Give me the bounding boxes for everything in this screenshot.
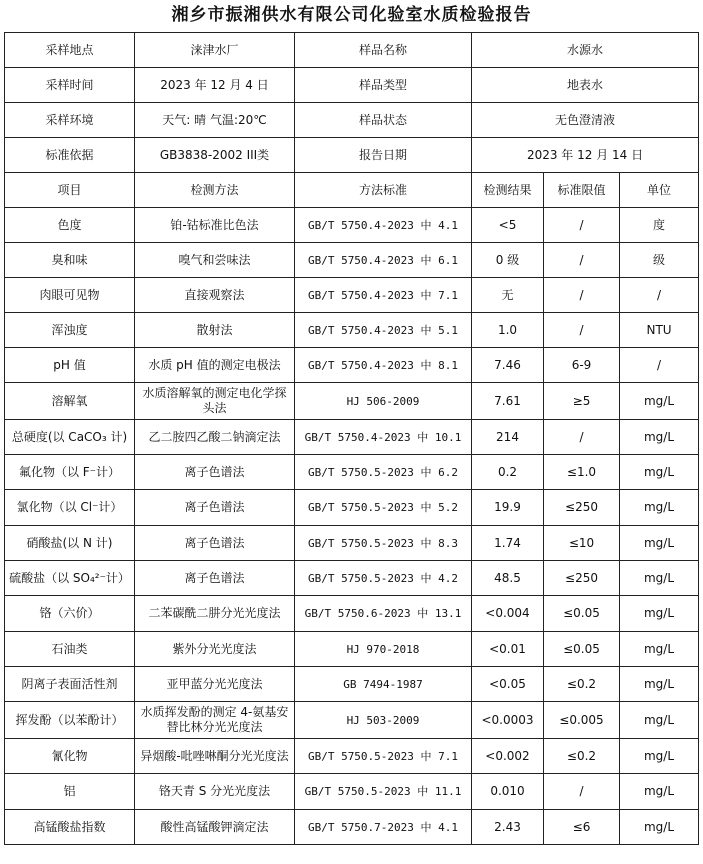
- report-date-value: 2023 年 12 月 14 日: [472, 138, 699, 173]
- limit-cell: ≤250: [544, 490, 620, 526]
- item-cell: 浑浊度: [5, 313, 135, 348]
- standard-label: 标准依据: [5, 138, 135, 173]
- result-cell: 0.2: [472, 455, 544, 490]
- table-row: [5, 420, 699, 455]
- item-cell: 氰化物: [5, 739, 135, 774]
- method-cell: 酸性高锰酸钾滴定法: [135, 810, 295, 845]
- sample-state-value: 无色澄清液: [472, 103, 699, 138]
- sampling-time-value: 2023 年 12 月 4 日: [135, 68, 295, 103]
- result-cell: 0 级: [472, 243, 544, 278]
- header-row: [5, 173, 699, 208]
- table-row: [5, 208, 699, 243]
- result-cell: 19.9: [472, 490, 544, 526]
- table-row: [5, 526, 699, 561]
- method-cell: 铂-钴标准比色法: [135, 208, 295, 243]
- method-cell: 离子色谱法: [135, 490, 295, 526]
- limit-cell: /: [544, 420, 620, 455]
- table-row: [5, 243, 699, 278]
- table-row: [5, 810, 699, 845]
- standard-cell: GB/T 5750.4-2023 中 6.1: [295, 243, 472, 278]
- item-cell: 硝酸盐(以 N 计): [5, 526, 135, 561]
- limit-cell: /: [544, 278, 620, 313]
- unit-cell: mg/L: [620, 632, 699, 667]
- report-title: 湘乡市振湘供水有限公司化验室水质检验报告: [171, 5, 532, 25]
- environment-value: 天气: 晴 气温:20℃: [135, 103, 295, 138]
- standard-cell: HJ 970-2018: [295, 632, 472, 667]
- standard-cell: GB/T 5750.4-2023 中 5.1: [295, 313, 472, 348]
- table-row: [5, 667, 699, 702]
- item-cell: 氟化物（以 F⁻计）: [5, 455, 135, 490]
- result-cell: 214: [472, 420, 544, 455]
- limit-cell: ≤0.05: [544, 632, 620, 667]
- result-cell: <0.004: [472, 596, 544, 632]
- method-cell: 嗅气和尝味法: [135, 243, 295, 278]
- header-item: 项目: [5, 173, 135, 208]
- table-row: [5, 596, 699, 632]
- table-row: [5, 348, 699, 383]
- standard-cell: GB/T 5750.4-2023 中 7.1: [295, 278, 472, 313]
- method-cell: 异烟酸-吡唑啉酮分光光度法: [135, 739, 295, 774]
- unit-cell: mg/L: [620, 526, 699, 561]
- standard-cell: HJ 506-2009: [295, 383, 472, 420]
- sample-type-value: 地表水: [472, 68, 699, 103]
- table-row: [5, 278, 699, 313]
- report-date-label: 报告日期: [295, 138, 472, 173]
- item-cell: 石油类: [5, 632, 135, 667]
- method-cell: 离子色谱法: [135, 561, 295, 596]
- standard-cell: GB/T 5750.5-2023 中 11.1: [295, 774, 472, 810]
- header-limit: 标准限值: [544, 173, 620, 208]
- result-cell: 7.61: [472, 383, 544, 420]
- result-cell: 0.010: [472, 774, 544, 810]
- limit-cell: /: [544, 313, 620, 348]
- standard-cell: HJ 503-2009: [295, 702, 472, 739]
- item-cell: 色度: [5, 208, 135, 243]
- result-cell: 48.5: [472, 561, 544, 596]
- unit-cell: mg/L: [620, 420, 699, 455]
- limit-cell: ≤1.0: [544, 455, 620, 490]
- result-cell: 2.43: [472, 810, 544, 845]
- standard-cell: GB/T 5750.5-2023 中 5.2: [295, 490, 472, 526]
- result-cell: 1.74: [472, 526, 544, 561]
- method-cell: 离子色谱法: [135, 526, 295, 561]
- limit-cell: ≤0.2: [544, 739, 620, 774]
- unit-cell: mg/L: [620, 596, 699, 632]
- unit-cell: mg/L: [620, 667, 699, 702]
- limit-cell: /: [544, 774, 620, 810]
- table-row: [5, 774, 699, 810]
- method-cell: 水质挥发酚的测定 4-氨基安替比林分光光度法: [135, 702, 295, 739]
- method-cell: 亚甲蓝分光光度法: [135, 667, 295, 702]
- method-cell: 乙二胺四乙酸二钠滴定法: [135, 420, 295, 455]
- header-result: 检测结果: [472, 173, 544, 208]
- item-cell: 溶解氧: [5, 383, 135, 420]
- result-cell: <0.01: [472, 632, 544, 667]
- sample-type-label: 样品类型: [295, 68, 472, 103]
- result-cell: <0.05: [472, 667, 544, 702]
- unit-cell: mg/L: [620, 455, 699, 490]
- item-cell: 挥发酚（以苯酚计）: [5, 702, 135, 739]
- report-table: [4, 32, 699, 845]
- standard-cell: GB/T 5750.5-2023 中 8.3: [295, 526, 472, 561]
- method-cell: 紫外分光光度法: [135, 632, 295, 667]
- header-method: 检测方法: [135, 173, 295, 208]
- sampling-time-label: 采样时间: [5, 68, 135, 103]
- table-row: [5, 702, 699, 739]
- unit-cell: 度: [620, 208, 699, 243]
- result-cell: <0.0003: [472, 702, 544, 739]
- item-cell: 硫酸盐（以 SO₄²⁻计）: [5, 561, 135, 596]
- table-row: [5, 383, 699, 420]
- standard-cell: GB 7494-1987: [295, 667, 472, 702]
- item-cell: 高锰酸盐指数: [5, 810, 135, 845]
- unit-cell: mg/L: [620, 561, 699, 596]
- unit-cell: /: [620, 278, 699, 313]
- standard-cell: GB/T 5750.5-2023 中 4.2: [295, 561, 472, 596]
- unit-cell: mg/L: [620, 702, 699, 739]
- standard-cell: GB/T 5750.6-2023 中 13.1: [295, 596, 472, 632]
- info-row-site: [5, 33, 699, 68]
- unit-cell: 级: [620, 243, 699, 278]
- method-cell: 离子色谱法: [135, 455, 295, 490]
- limit-cell: 6-9: [544, 348, 620, 383]
- item-cell: 总硬度(以 CaCO₃ 计): [5, 420, 135, 455]
- header-unit: 单位: [620, 173, 699, 208]
- table-row: [5, 313, 699, 348]
- item-cell: 铝: [5, 774, 135, 810]
- standard-cell: GB/T 5750.4-2023 中 8.1: [295, 348, 472, 383]
- item-cell: 铬（六价）: [5, 596, 135, 632]
- unit-cell: mg/L: [620, 383, 699, 420]
- unit-cell: mg/L: [620, 810, 699, 845]
- info-row-standard: [5, 138, 699, 173]
- sampling-site-value: 涞津水厂: [135, 33, 295, 68]
- item-cell: 氯化物（以 Cl⁻计）: [5, 490, 135, 526]
- method-cell: 散射法: [135, 313, 295, 348]
- standard-cell: GB/T 5750.7-2023 中 4.1: [295, 810, 472, 845]
- method-cell: 直接观察法: [135, 278, 295, 313]
- limit-cell: ≤6: [544, 810, 620, 845]
- limit-cell: /: [544, 243, 620, 278]
- standard-value: GB3838-2002 III类: [135, 138, 295, 173]
- limit-cell: ≤0.005: [544, 702, 620, 739]
- sample-name-label: 样品名称: [295, 33, 472, 68]
- limit-cell: ≤250: [544, 561, 620, 596]
- unit-cell: /: [620, 348, 699, 383]
- method-cell: 二苯碳酰二肼分光光度法: [135, 596, 295, 632]
- info-row-time: [5, 68, 699, 103]
- result-cell: 1.0: [472, 313, 544, 348]
- unit-cell: mg/L: [620, 739, 699, 774]
- limit-cell: ≤0.05: [544, 596, 620, 632]
- unit-cell: NTU: [620, 313, 699, 348]
- result-cell: <0.002: [472, 739, 544, 774]
- result-cell: <5: [472, 208, 544, 243]
- standard-cell: GB/T 5750.4-2023 中 4.1: [295, 208, 472, 243]
- table-row: [5, 455, 699, 490]
- item-cell: 臭和味: [5, 243, 135, 278]
- sample-state-label: 样品状态: [295, 103, 472, 138]
- standard-cell: GB/T 5750.5-2023 中 7.1: [295, 739, 472, 774]
- sampling-site-label: 采样地点: [5, 33, 135, 68]
- limit-cell: ≤10: [544, 526, 620, 561]
- standard-cell: GB/T 5750.5-2023 中 6.2: [295, 455, 472, 490]
- info-row-environment: [5, 103, 699, 138]
- table-row: [5, 739, 699, 774]
- item-cell: pH 值: [5, 348, 135, 383]
- method-cell: 水质溶解氧的测定电化学探头法: [135, 383, 295, 420]
- limit-cell: ≥5: [544, 383, 620, 420]
- unit-cell: mg/L: [620, 490, 699, 526]
- result-cell: 无: [472, 278, 544, 313]
- table-row: [5, 561, 699, 596]
- table-row: [5, 490, 699, 526]
- item-cell: 阴离子表面活性剂: [5, 667, 135, 702]
- header-method-std: 方法标准: [295, 173, 472, 208]
- limit-cell: /: [544, 208, 620, 243]
- environment-label: 采样环境: [5, 103, 135, 138]
- sample-name-value: 水源水: [472, 33, 699, 68]
- method-cell: 水质 pH 值的测定电极法: [135, 348, 295, 383]
- limit-cell: ≤0.2: [544, 667, 620, 702]
- table-row: [5, 632, 699, 667]
- result-cell: 7.46: [472, 348, 544, 383]
- item-cell: 肉眼可见物: [5, 278, 135, 313]
- standard-cell: GB/T 5750.4-2023 中 10.1: [295, 420, 472, 455]
- method-cell: 铬天青 S 分光光度法: [135, 774, 295, 810]
- unit-cell: mg/L: [620, 774, 699, 810]
